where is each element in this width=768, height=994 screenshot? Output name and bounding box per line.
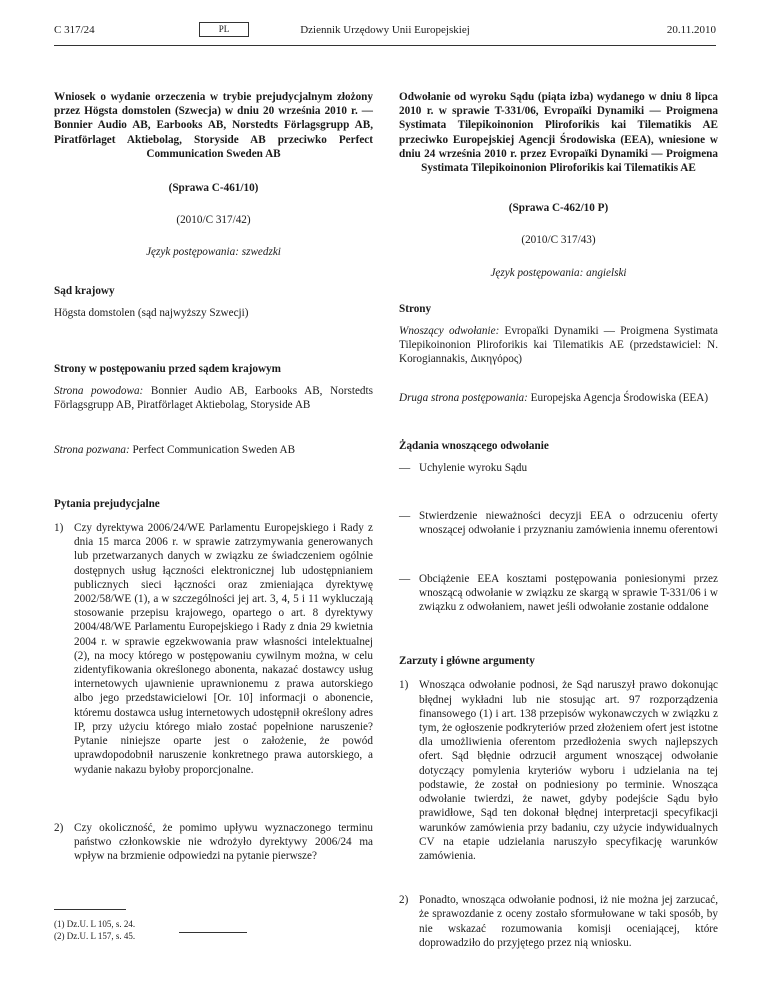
- case-number: (Sprawa C-462/10 P): [508, 202, 609, 215]
- question-item: 2) Czy okoliczność, że pomimo upływu wyznaczonego terminu państwo członkowskie nie wdrożyło dyrektywy 2006/24 ma wpływ na brzmienie odpowiedzi na pytanie pierwsze?: [54, 821, 373, 863]
- case-number: (Sprawa C-461/10): [168, 182, 259, 195]
- claim-item: — Obciążenie EEA kosztami postępowania poniesionymi przez wnoszącą odwołanie w związku ze skargą w sprawie T-331/06 i w związku z odwołaniem, nawet jeśli odwołanie zostanie oddalone: [399, 572, 718, 614]
- footnote-rule: [54, 909, 126, 910]
- section-heading-parties: Strony: [399, 302, 432, 315]
- language-badge: PL: [199, 22, 249, 37]
- page-header: [54, 22, 716, 42]
- footnote-1: (1) Dz.U. L 105, s. 24.: [54, 919, 136, 930]
- left-column: [54, 90, 373, 942]
- language-of-proceedings: Język postępowania: angielski: [490, 266, 627, 279]
- other-party: Druga strona postępowania: Europejska Agencja Środowiska (EEA): [399, 391, 709, 404]
- section-heading-questions: Pytania prejudycjalne: [54, 497, 160, 510]
- issue-date: 20.11.2010: [666, 24, 716, 36]
- claim-item: — Stwierdzenie nieważności decyzji EEA o odrzuceniu oferty wnoszącej odwołanie i przyznaniu zamówienia innemu oferentowi: [399, 510, 718, 537]
- claim-item: — Uchylenie wyroku Sądu: [399, 462, 528, 475]
- case-title: Wniosek o wydanie orzeczenia w trybie prejudycjalnym złożony przez Högsta domstolen (Szwecja) w dniu 20 września 2010 r. — Bonnier Audio AB, Earbooks AB, Norstedts Förlagsgrupp AB, Piratförlaget Aktiebolag, Storyside AB przeciwko Perfect Communication Sweden AB: [54, 91, 373, 160]
- journal-code: C 317/24: [54, 24, 95, 36]
- journal-title: Dziennik Urzędowy Unii Europejskiej: [300, 24, 470, 36]
- case-title: Odwołanie od wyroku Sądu (piąta izba) wydanego w dniu 8 lipca 2010 r. w sprawie T-331/06, Evropaïki Dynamiki — Proigmena Systimata Tilepikoinonion Pliroforikis kai Tilematikis AE przeciwko Europejskiej Agencji Środowiska (EEA), wniesione w dniu 24 września 2010 r. przez Evropaïki Dynamiki — Proigmena Systimata Tilepikoinonion Pliroforikis kai Tilematikis AE: [399, 91, 718, 175]
- language-of-proceedings: Język postępowania: szwedzki: [146, 246, 281, 259]
- defendant: Strona pozwana: Perfect Communication Sweden AB: [54, 443, 296, 456]
- question-item: 1) Czy dyrektywa 2006/24/WE Parlamentu Europejskiego i Rady z dnia 15 marca 2006 r. w sprawie zatrzymywania generowanych lub przetwarzanych danych w związku ze świadczeniem ogólnie dostępnych usług łączności elektronicznej lub udostępnianiem publicznych sieci łączności oraz zmieniająca dyrektywę 2002/58/WE (1), a w szczególności jej art. 3, 4, 5 i 11 wykluczają stosowanie przepisu krajowego, opartego o art. 8 dyrektywy 2004/48/WE Parlamentu Europejskiego i Rady z dnia 29 kwietnia 2004 r. w sprawie egzekwowania praw własności intelektualnej (2), na mocy którego w postępowaniu cywilnym można, w celu zidentyfikowania określonego abonenta, nakazać dostawcy usług internetowych ujawnienie uprawnionemu z prawa autorskiego albo jego przedstawicielowi [Or. 10] informacji o abonencie, któremu dostawca usług internetowych udostępnił określony adres IP, przy użyciu którego miało zostać popełnione naruszenie? Pytanie niniejsze oparte jest o założenie, że powód uprawdopodobnił naruszenie konkretnego prawa autorskiego, a wydanie nakazu byłoby proporcjonalne.: [54, 522, 373, 776]
- right-column: [399, 90, 718, 950]
- section-heading-parties: Strony w postępowaniu przed sądem krajowym: [54, 363, 281, 376]
- page-end-rule: [179, 932, 247, 933]
- pleas-list: [399, 678, 718, 949]
- oj-reference: (2010/C 317/42): [176, 214, 251, 227]
- header-rule: [54, 45, 716, 46]
- questions-list: [54, 521, 373, 863]
- section-heading-claims: Żądania wnoszącego odwołanie: [399, 439, 549, 452]
- plea-item: 1) Wnosząca odwołanie podnosi, że Sąd naruszył prawo dokonując błędnej wykładni lub nie stosując art. 97 rozporządzenia finansowego (1) i art. 138 przepisów wykonawczych w związku z tym, że ogłoszenie podkryteriów przed złożeniem ofert jest istotne dla umożliwienia oferentom przedłożenia swych najlepszych ofert. Sąd błędnie odrzucił argument wnoszącej odwołanie dotyczący pomylenia kryteriów wyboru i udzielania na tej podstawie, że został on podniesiony po terminie. Wnosząca odwołanie twierdzi, że nawet, gdyby podejście Sądu było prawidłowe, Sąd ten dokonał błędnej interpretacji specyfikacji warunków zamówienia przy badaniu, czy użycie indywidualnych CV na etapie udzielania naruszyło specyfikację warunków zamówienia.: [399, 679, 718, 862]
- appellant: Wnoszący odwołanie: Evropaïki Dynamiki — Proigmena Systimata Tilepikoinonion Pliroforikis kai Tilematikis AE (przedstawiciel: N. Korogiannakis, Δικηγόρος): [399, 325, 718, 366]
- footnote-2: (2) Dz.U. L 157, s. 45.: [54, 931, 136, 942]
- claims-list: [399, 461, 718, 614]
- court-name: Högsta domstolen (sąd najwyższy Szwecji): [54, 306, 249, 319]
- plea-item: 2) Ponadto, wnosząca odwołanie podnosi, iż nie można jej zarzucać, że sprawozdanie z oceny zostało sformułowane w taki sposób, by nie wskazać rozumowania komisji oceniającej, które doprowadziło do przyjętego przez nią wniosku.: [399, 894, 718, 949]
- footnotes: [54, 909, 373, 942]
- section-heading-pleas: Zarzuty i główne argumenty: [399, 655, 535, 668]
- oj-reference: (2010/C 317/43): [521, 234, 596, 247]
- claimant: Strona powodowa: Bonnier Audio AB, Earbooks AB, Norstedts Förlagsgrupp AB, Piratförlaget Aktiebolag, Storyside AB: [54, 385, 373, 412]
- section-heading-court: Sąd krajowy: [54, 284, 115, 297]
